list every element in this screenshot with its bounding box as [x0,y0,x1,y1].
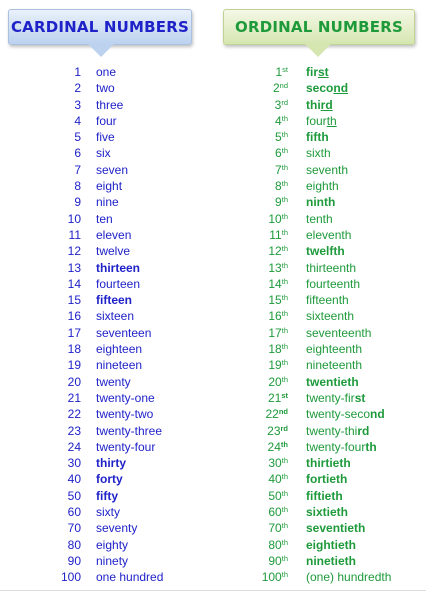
ordinal-suffix: th [281,342,288,352]
cardinal-word: eighty [96,537,129,552]
cardinal-word: six [96,146,111,161]
cardinal-digit: 20 [67,374,81,389]
ordinal-digit: 40th [268,472,288,487]
ordinal-word: fourth [306,113,337,128]
ordinal-suffix: nd [279,81,288,91]
ordinal-suffix: st [282,65,288,74]
list-item [0,439,426,455]
ordinal-suffix: th [281,358,288,368]
ordinal-suffix: th [281,244,288,254]
list-item [0,455,426,471]
ordinal-digit: 70th [268,521,288,536]
cardinal-word: ninety [96,553,129,568]
ordinal-suffix: th [281,195,288,205]
ordinal-word: thirteenth [306,260,357,275]
numbers-list [0,64,426,586]
cardinal-word: forty [96,472,123,487]
ordinal-digit: 14th [268,276,288,291]
ordinal-word: (one) hundredth [306,570,392,585]
cardinal-digit: 90 [67,553,81,568]
cardinal-down-arrow-icon [88,44,114,57]
ordinal-word: seventh [306,162,349,177]
list-item [0,308,426,324]
cardinal-word: fifteen [96,293,132,308]
ordinal-digit: 90th [268,553,288,568]
cardinal-word: twenty [96,374,131,389]
list-item [0,341,426,357]
list-item [0,276,426,292]
cardinal-numbers-header: CARDINAL NUMBERS [8,9,192,45]
ordinal-suffix: th [281,276,288,286]
cardinal-digit: 24 [67,439,81,454]
ordinal-word: eightieth [306,537,356,552]
ordinal-suffix: th [281,505,288,515]
list-item [0,471,426,487]
ordinal-digit: 9th [275,195,288,210]
list-item [0,325,426,341]
cardinal-word: ten [96,211,113,226]
cardinal-digit: 1 [74,65,81,79]
ordinal-numbers-header: ORDINAL NUMBERS [223,9,415,45]
list-item [0,390,426,406]
ordinal-word: fortieth [306,472,348,487]
ordinal-down-arrow-icon [305,44,331,57]
ordinal-suffix: st [281,390,288,400]
cardinal-digit: 21 [67,390,81,405]
ordinal-digit: 100th [261,570,288,585]
ordinal-suffix: th [281,374,288,384]
ordinal-suffix: rd [281,97,288,107]
ordinal-word: twentieth [306,374,359,389]
list-item [0,145,426,161]
ordinal-suffix: th [281,260,288,270]
ordinal-suffix: nd [278,407,288,417]
ordinal-suffix: th [281,146,288,156]
cardinal-word: eighteen [96,342,143,357]
cardinal-digit: 7 [74,162,81,177]
list-item [0,423,426,439]
ordinal-word: fifth [306,130,329,145]
cardinal-digit: 16 [67,309,81,324]
ordinal-digit: 22nd [265,407,288,422]
ordinal-suffix: th [281,521,288,531]
cardinal-word: nine [96,195,119,210]
ordinal-digit: 24th [267,439,288,454]
cardinal-digit: 10 [67,211,81,226]
ordinal-suffix: th [281,456,288,466]
cardinal-word: fifty [96,488,118,503]
list-item [0,211,426,227]
cardinal-word: two [96,81,115,96]
list-item [0,292,426,308]
ordinal-word: tenth [306,211,333,226]
ordinal-digit: 10th [268,211,288,226]
ordinal-digit: 18th [268,342,288,357]
list-item [0,243,426,259]
list-item [0,227,426,243]
ordinal-digit: 15th [268,293,288,308]
cardinal-digit: 22 [67,407,81,422]
cardinal-word: nineteen [96,358,143,373]
ordinal-suffix: th [281,211,288,221]
ordinal-word: fiftieth [306,488,343,503]
cardinal-digit: 19 [67,358,81,373]
ordinal-word: ninetieth [306,553,356,568]
list-item [0,113,426,129]
list-item [0,129,426,145]
cardinal-digit: 23 [67,423,81,438]
cardinal-word: five [96,130,115,145]
ordinal-suffix: th [281,293,288,303]
ordinal-word: twelfth [306,244,345,259]
list-item [0,488,426,504]
ordinal-suffix: th [281,553,288,563]
cardinal-word: thirty [96,456,126,471]
ordinal-suffix: th [281,179,288,189]
cardinal-digit: 5 [74,130,81,145]
cardinal-digit: 9 [74,195,81,210]
ordinal-suffix: th [280,439,288,449]
ordinal-suffix: th [281,325,288,335]
list-item [0,504,426,520]
cardinal-digit: 2 [74,81,81,96]
ordinal-suffix: th [281,162,288,172]
cardinal-word: fourteen [96,276,141,291]
ordinal-suffix: rd [280,423,288,433]
cardinal-digit: 17 [67,325,81,340]
ordinal-digit: 6th [275,146,288,161]
ordinal-suffix: th [281,227,288,237]
cardinal-word: twenty-three [96,423,163,438]
ordinal-digit: 8th [275,179,288,194]
ordinal-digit: 12th [268,244,288,259]
ordinal-suffix: th [281,113,288,123]
list-item [0,406,426,422]
list-item [0,178,426,194]
cardinal-word: eleven [96,227,132,242]
ordinal-word: third [306,97,333,112]
ordinal-word: second [306,81,349,96]
ordinal-digit: 11th [269,227,288,242]
ordinal-digit: 17th [268,325,288,340]
bottom-divider [0,590,426,591]
list-item [0,357,426,373]
ordinal-digit: 19th [268,358,288,373]
ordinal-word: fourteenth [306,276,361,291]
ordinal-digit: 13th [268,260,288,275]
cardinal-digit: 18 [67,342,81,357]
cardinal-word: twenty-four [96,439,156,454]
ordinal-suffix: th [281,488,288,498]
cardinal-digit: 100 [60,570,81,585]
list-item [0,80,426,96]
ordinal-suffix: th [281,130,288,140]
cardinal-digit: 11 [68,227,81,242]
list-item [0,569,426,585]
ordinal-word: seventeenth [306,325,372,340]
ordinal-digit: 60th [268,505,288,520]
cardinal-word: twelve [96,244,131,259]
ordinal-word: twenty-fourth [306,439,377,454]
list-item [0,537,426,553]
ordinal-digit: 30th [268,456,288,471]
ordinal-word: twenty-second [306,407,385,422]
cardinal-word: one [96,65,117,79]
cardinal-digit: 30 [67,456,81,471]
ordinal-word: twenty-third [306,423,370,438]
list-item [0,520,426,536]
list-item [0,194,426,210]
cardinal-digit: 50 [67,488,81,503]
ordinal-word: ninth [306,195,336,210]
list-item [0,64,426,80]
ordinal-word: eleventh [306,227,352,242]
list-item [0,162,426,178]
cardinal-word: twenty-two [96,407,154,422]
cardinal-digit: 60 [67,505,81,520]
ordinal-word: sixteenth [306,309,355,324]
ordinal-digit: 2nd [272,81,288,96]
ordinal-suffix: th [281,570,288,580]
cardinal-word: seventy [96,521,138,536]
ordinal-word: eighteenth [306,342,363,357]
cardinal-word: one hundred [96,570,164,585]
cardinal-word: seventeen [96,325,152,340]
ordinal-word: thirtieth [306,456,351,471]
ordinal-word: sixtieth [306,505,349,520]
ordinal-digit: 80th [268,537,288,552]
cardinal-digit: 12 [67,244,81,259]
ordinal-digit: 23rd [267,423,288,438]
ordinal-word: nineteenth [306,358,363,373]
cardinal-digit: 70 [67,521,81,536]
ordinal-digit: 16th [268,309,288,324]
cardinal-word: four [96,113,117,128]
ordinal-suffix: th [281,309,288,319]
cardinal-word: eight [96,179,123,194]
cardinal-digit: 6 [74,146,81,161]
ordinal-word: seventieth [306,521,366,536]
cardinal-word: sixty [96,505,120,520]
ordinal-digit: 7th [275,162,288,177]
ordinal-word: fifteenth [306,293,349,308]
list-item [0,553,426,569]
list-item [0,260,426,276]
cardinal-digit: 8 [74,179,81,194]
cardinal-word: seven [96,162,129,177]
ordinal-digit: 21st [267,390,288,405]
cardinal-word: thirteen [96,260,141,275]
cardinal-digit: 15 [67,293,81,308]
cardinal-digit: 14 [67,276,81,291]
cardinal-word: twenty-one [96,390,155,405]
cardinal-digit: 40 [67,472,81,487]
ordinal-word: twenty-first [306,390,366,405]
cardinal-digit: 3 [74,97,81,112]
cardinal-digit: 80 [67,537,81,552]
ordinal-suffix: th [281,472,288,482]
ordinal-digit: 4th [275,113,288,128]
ordinal-word: first [306,65,329,79]
ordinal-word: sixth [306,146,331,161]
ordinal-digit: 1st [275,65,288,79]
ordinal-digit: 5th [275,130,288,145]
ordinal-digit: 50th [268,488,288,503]
cardinal-digit: 4 [74,113,81,128]
cardinal-digit: 13 [67,260,81,275]
ordinal-digit: 20th [268,374,288,389]
cardinal-word: three [96,97,124,112]
ordinal-word: eighth [306,179,339,194]
list-item [0,97,426,113]
list-item [0,374,426,390]
ordinal-suffix: th [281,537,288,547]
ordinal-digit: 3rd [274,97,288,112]
cardinal-word: sixteen [96,309,135,324]
